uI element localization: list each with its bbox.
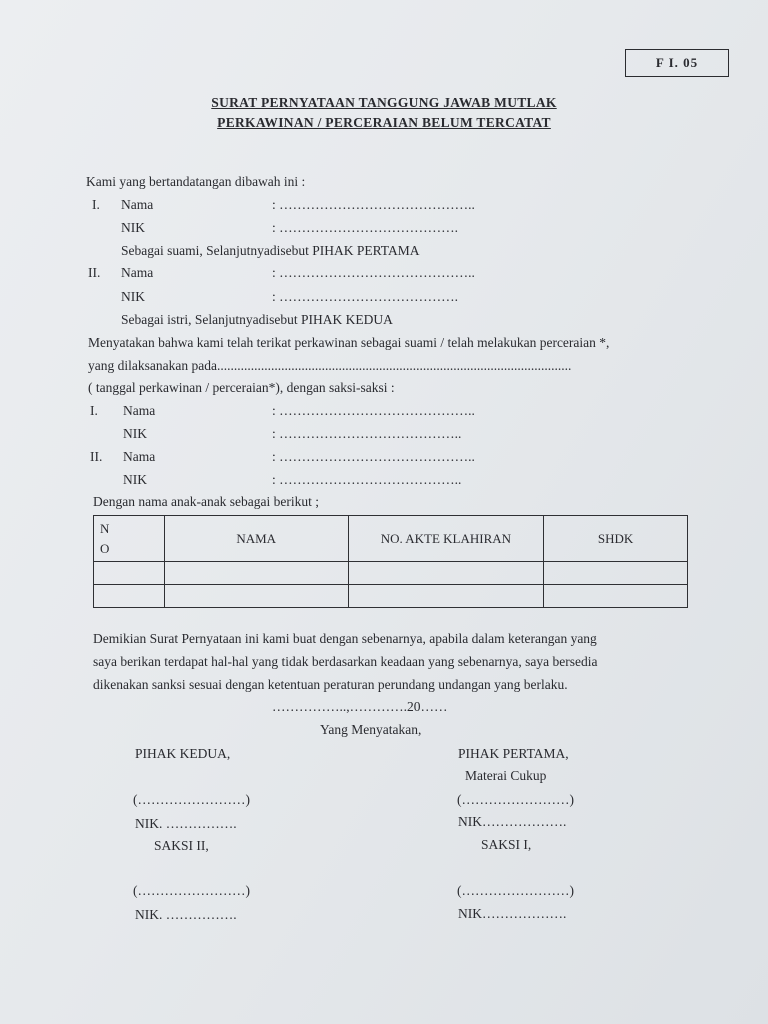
children-intro: Dengan nama anak-anak sebagai berikut ; (93, 494, 320, 509)
witness2-nama-label: Nama (123, 449, 156, 464)
party1-number: I. (92, 197, 100, 212)
party1-nama-label: Nama (121, 197, 154, 212)
party1-description: Sebagai suami, Selanjutnyadisebut PIHAK PERTAMA (121, 243, 420, 258)
witness2-number: II. (90, 449, 103, 464)
table-row (94, 585, 688, 608)
left-party-role: PIHAK KEDUA, (135, 746, 231, 761)
stamp-note: Materai Cukup (465, 768, 547, 783)
table-cell (164, 585, 348, 608)
table-cell (94, 562, 165, 585)
closing-line3: dikenakan sanksi sesuai dengan ketentuan peraturan perundang undangan yang berlaku. (93, 677, 568, 692)
statement-line3: ( tanggal perkawinan / perceraian*), dengan saksi-saksi : (88, 380, 395, 395)
closing-line1: Demikian Surat Pernyataan ini kami buat dengan sebenarnya, apabila dalam keterangan yang (93, 631, 597, 646)
declarant-label: Yang Menyatakan, (320, 722, 422, 737)
party2-number: II. (88, 265, 101, 280)
party2-nama-field: : …………………………………….. (272, 265, 475, 280)
header-nama: NAMA (164, 516, 348, 562)
header-no: N O (94, 516, 165, 562)
left-witness-nik: NIK. ……………. (135, 907, 237, 922)
statement-line2: yang dilaksanakan pada......................................................................................................... (88, 358, 572, 373)
party2-description: Sebagai istri, Selanjutnyadisebut PIHAK KEDUA (121, 312, 393, 327)
left-witness-role: SAKSI II, (154, 838, 209, 853)
intro-text: Kami yang bertandatangan dibawah ini : (86, 174, 306, 189)
party2-nik-label: NIK (121, 289, 145, 304)
form-code-box: F I. 05 (625, 49, 729, 77)
left-party-nik: NIK. ……………. (135, 816, 237, 831)
statement-line1: Menyatakan bahwa kami telah terikat perkawinan sebagai suami / telah melakukan perceraian *, (88, 335, 610, 350)
right-witness-nik: NIK………………. (458, 906, 567, 921)
right-witness-role: SAKSI I, (481, 837, 532, 852)
witness1-nik-field: : ………………………………….. (272, 426, 462, 441)
right-witness-name-line: (……………………) (457, 883, 574, 898)
party2-nik-field: : …………………………………. (272, 289, 459, 304)
witness1-nama-label: Nama (123, 403, 156, 418)
table-header-row (94, 516, 688, 562)
table-cell (348, 562, 544, 585)
table-cell (544, 562, 688, 585)
witness2-nama-field: : …………………………………….. (272, 449, 475, 464)
witness2-nik-label: NIK (123, 472, 147, 487)
witness1-number: I. (90, 403, 98, 418)
party1-nama-field: : …………………………………….. (272, 197, 475, 212)
table-cell (544, 585, 688, 608)
party1-nik-label: NIK (121, 220, 145, 235)
date-line: ……………..,………….20…… (272, 699, 448, 714)
header-akte: NO. AKTE KLAHIRAN (348, 516, 544, 562)
right-party-nik: NIK………………. (458, 814, 567, 829)
document-title-line2: PERKAWINAN / PERCERAIAN BELUM TERCATAT (217, 115, 551, 130)
table-row (94, 562, 688, 585)
document-title-line1: SURAT PERNYATAAN TANGGUNG JAWAB MUTLAK (211, 95, 557, 110)
closing-line2: saya berikan terdapat hal-hal yang tidak berdasarkan keadaan yang sebenarnya, saya bersedia (93, 654, 598, 669)
witness2-nik-field: : ………………………………….. (272, 472, 462, 487)
table-cell (164, 562, 348, 585)
party2-nama-label: Nama (121, 265, 154, 280)
left-witness-name-line: (……………………) (133, 883, 250, 898)
witness1-nik-label: NIK (123, 426, 147, 441)
right-party-name-line: (……………………) (457, 792, 574, 807)
right-party-role: PIHAK PERTAMA, (458, 746, 569, 761)
children-table (93, 515, 688, 608)
witness1-nama-field: : …………………………………….. (272, 403, 475, 418)
party1-nik-field: : …………………………………. (272, 220, 459, 235)
left-party-name-line: (……………………) (133, 792, 250, 807)
table-cell (94, 585, 165, 608)
table-cell (348, 585, 544, 608)
header-shdk: SHDK (544, 516, 688, 562)
